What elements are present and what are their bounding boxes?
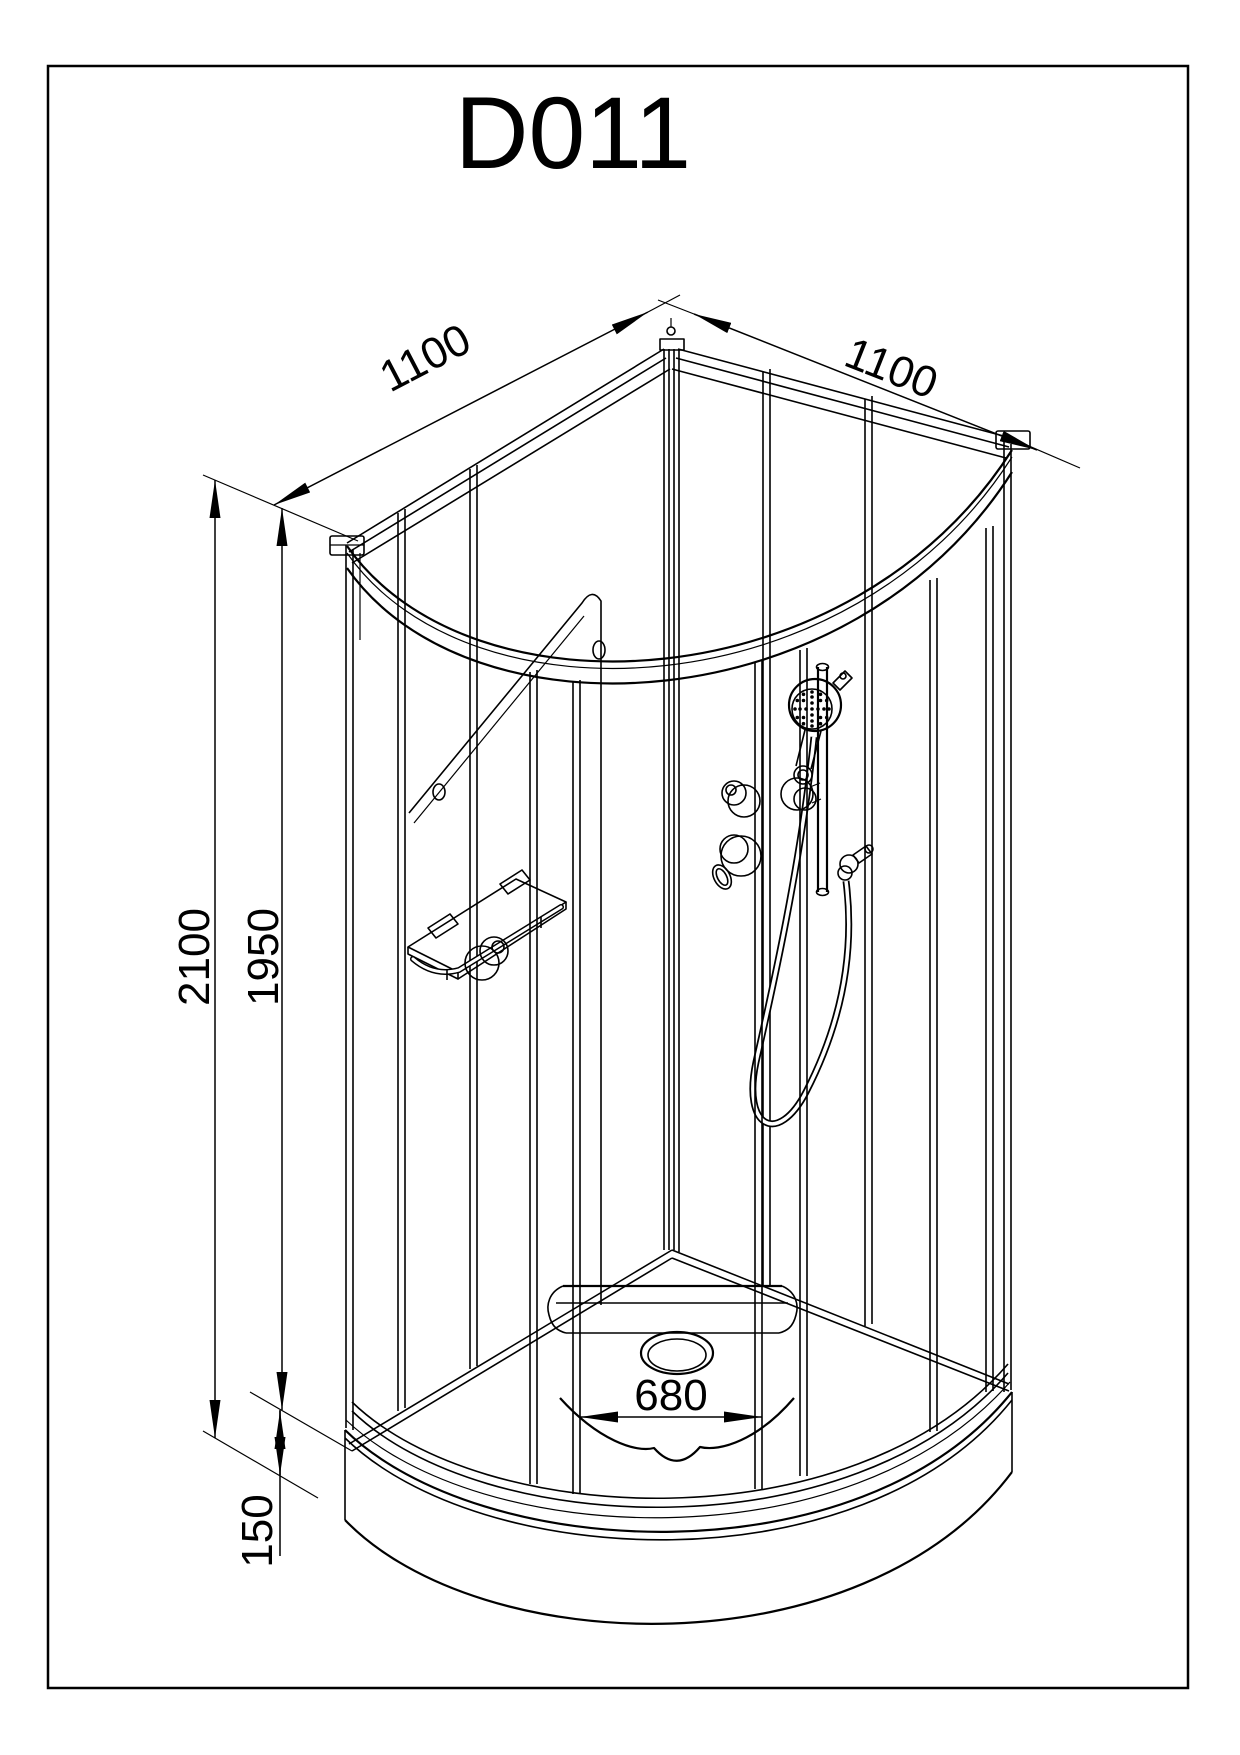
dimensions xyxy=(170,295,1080,1568)
dim-label-cabin-height: 1950 xyxy=(239,908,288,1006)
extension-line xyxy=(1008,437,1080,468)
mixer-knobs xyxy=(709,781,761,892)
shower-holder-bracket xyxy=(781,778,821,810)
dimension-1950 xyxy=(239,508,288,1410)
shower-tray xyxy=(345,1250,1012,1624)
shelf-clamp xyxy=(500,870,530,894)
dim-label-back-wall-right: 1100 xyxy=(838,328,945,409)
shower-hose xyxy=(753,737,849,1124)
page-border xyxy=(48,66,1188,1688)
dimension-680 xyxy=(580,1371,762,1420)
dimension-1100-left xyxy=(274,312,648,505)
dim-label-door-opening: 680 xyxy=(634,1371,708,1420)
spray-holes xyxy=(793,690,831,728)
dimension-2100 xyxy=(170,480,219,1438)
extension-line xyxy=(203,475,358,541)
sliding-door-frames xyxy=(530,526,993,1494)
shelf-clamp xyxy=(428,914,458,938)
hand-shower-set xyxy=(753,664,873,1124)
page-title: D011 xyxy=(454,76,692,190)
shower-cabin-drawing xyxy=(170,295,1080,1624)
drain xyxy=(641,1332,713,1374)
left-back-wall xyxy=(330,349,670,1430)
extension-line xyxy=(658,300,694,314)
shower-head xyxy=(789,671,852,784)
extension-line xyxy=(250,1392,352,1451)
mixer-valve-knob xyxy=(709,835,761,892)
extension-line xyxy=(203,1431,318,1498)
dimension-150 xyxy=(233,1410,282,1568)
corner-post xyxy=(660,318,684,1252)
dim-label-tray-height: 150 xyxy=(233,1494,282,1568)
dim-label-back-wall-left: 1100 xyxy=(372,314,479,402)
left-wall-panel xyxy=(409,594,605,1305)
tray-skirt-bottom xyxy=(345,1472,1012,1624)
dim-label-total-height: 2100 xyxy=(170,908,219,1006)
extension-line xyxy=(648,295,680,312)
panel-hole-icon xyxy=(593,641,605,659)
water-outlet-elbow xyxy=(838,845,873,880)
